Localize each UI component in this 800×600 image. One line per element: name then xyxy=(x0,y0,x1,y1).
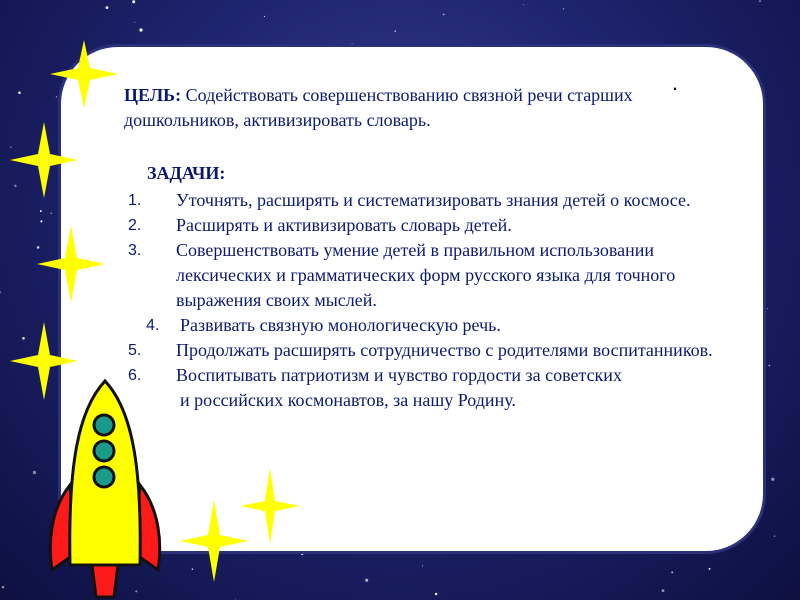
background-star xyxy=(40,210,42,212)
item-number: 3. xyxy=(128,242,142,259)
background-star xyxy=(771,478,774,481)
list-item xyxy=(128,188,748,213)
background-star xyxy=(33,471,36,474)
goal-label: ЦЕЛЬ: xyxy=(124,85,182,105)
four-point-star-icon xyxy=(48,38,120,110)
item-text: Совершенствовать умение детей в правильном использовании лексических и грамматических форм русского языка для точного выражения своих мыслей. xyxy=(176,240,676,310)
background-star xyxy=(759,0,761,2)
background-star xyxy=(435,593,438,596)
item-number: 6. xyxy=(128,367,142,384)
item-text: Уточнять, расширять и систематизировать знания детей о космосе. xyxy=(176,190,691,210)
background-star xyxy=(365,579,368,582)
background-star xyxy=(709,568,711,570)
background-star xyxy=(106,6,109,9)
background-star xyxy=(422,565,423,566)
background-star xyxy=(523,4,524,5)
background-star xyxy=(235,599,236,600)
list-item xyxy=(128,363,748,413)
background-star xyxy=(662,589,665,592)
item-text: Воспитывать патриотизм и чувство гордости за советских xyxy=(176,365,622,385)
list-item xyxy=(128,313,748,338)
goal-paragraph xyxy=(124,83,664,133)
list-item xyxy=(128,338,748,363)
goal-text: Содействовать совершенствованию связной речи старших дошкольников, активизировать словарь. xyxy=(124,85,633,130)
item-text-continuation: и российских космонавтов, за нашу Родину. xyxy=(180,390,516,410)
background-star xyxy=(18,91,21,94)
background-star xyxy=(563,8,564,9)
background-star xyxy=(767,308,768,309)
item-number: 5. xyxy=(128,342,142,359)
list-item xyxy=(128,238,748,313)
background-star xyxy=(132,0,135,3)
four-point-star-icon xyxy=(35,224,107,304)
background-star xyxy=(51,213,53,215)
background-star xyxy=(2,586,5,589)
four-point-star-icon xyxy=(8,120,80,200)
background-star xyxy=(139,28,142,31)
tasks-list xyxy=(128,188,748,413)
background-star xyxy=(774,535,776,537)
item-number: 4. xyxy=(146,317,160,334)
item-text: Развивать связную монологическую речь. xyxy=(180,315,501,335)
item-text: Расширять и активизировать словарь детей. xyxy=(176,215,512,235)
dot-mark: . xyxy=(672,70,679,95)
rocket-icon xyxy=(40,375,170,600)
background-star xyxy=(134,22,135,23)
tasks-title: ЗАДАЧИ: xyxy=(147,163,226,183)
item-text: Продолжать расширять сотрудничество с родителями воспитанников. xyxy=(176,340,713,360)
background-star xyxy=(40,220,42,222)
background-star xyxy=(264,16,265,17)
background-star xyxy=(443,14,445,16)
background-star xyxy=(0,291,1,293)
background-star xyxy=(768,365,770,367)
item-number: 1. xyxy=(128,192,142,209)
four-point-star-icon xyxy=(178,498,250,584)
list-item xyxy=(128,213,748,238)
background-star xyxy=(394,30,396,32)
item-number: 2. xyxy=(128,217,142,234)
background-star xyxy=(671,571,673,573)
